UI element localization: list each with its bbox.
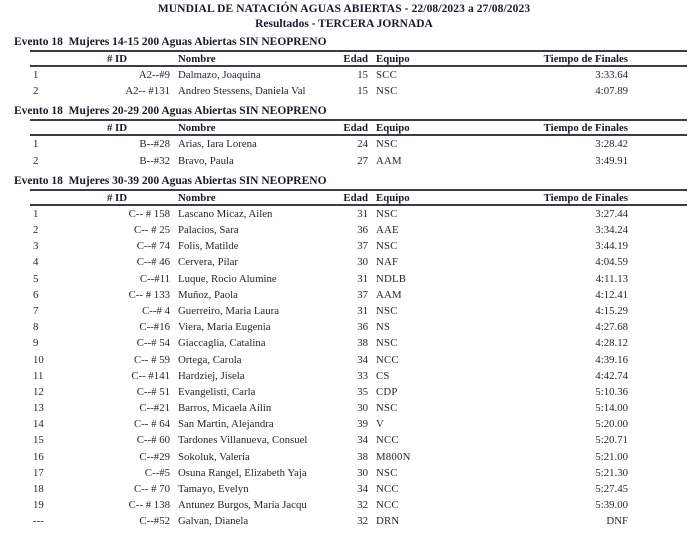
cell-age: 15 [357,69,368,82]
cell-age: 30 [357,256,368,269]
cell-team: NCC [376,483,399,496]
section-heading: Evento 18 Mujeres 14-15 200 Aguas Abiertas SIN NEOPRENO [14,36,327,48]
cell-age: 32 [357,499,368,512]
cell-name: Bravo, Paula [178,154,234,167]
cell-pos: 7 [33,304,39,317]
col-header-age: Edad [343,122,368,135]
table-row [30,449,687,465]
cell-time: 4:27.68 [595,321,628,334]
cell-id: C--#5 [144,466,170,479]
col-header-name: Nombre [178,53,216,65]
cell-id: C-- # 59 [134,353,170,366]
cell-id: C--#21 [139,402,170,415]
table-header-row [30,119,687,136]
cell-name: Dalmazo, Joaquina [178,69,261,82]
table-row [30,432,687,448]
cell-age: 32 [357,515,368,528]
cell-id: C--# 4 [142,304,170,317]
cell-pos: 18 [33,483,44,496]
cell-time: 3:49.91 [595,154,628,167]
cell-id: C-- # 158 [128,207,170,220]
table-header-row [30,189,687,206]
cell-id: C-- # 25 [134,224,170,237]
cell-team: NSC [376,207,398,220]
table-row [30,238,687,254]
table-row [30,222,687,238]
cell-age: 36 [357,224,368,237]
col-header-time: Tiempo de Finales [543,191,628,204]
cell-id: A2-- #131 [125,85,170,98]
cell-age: 27 [357,154,368,167]
cell-name: Andreo Stessens, Daniela Val [178,85,306,98]
table-row [30,303,687,319]
col-header-name: Nombre [178,122,216,135]
cell-name: Guerreiro, Maria Laura [178,304,280,317]
cell-id: C-- # 70 [134,483,170,496]
cell-age: 24 [357,138,368,151]
cell-time: DNF [606,515,628,528]
cell-name: Osuna Rangel, Elizabeth Yaja [178,466,307,479]
cell-time: 5:21.00 [595,450,628,463]
cell-time: 4:42.74 [595,369,628,382]
cell-pos: 17 [33,466,44,479]
cell-team: M800N [376,450,411,463]
cell-pos: 16 [33,450,44,463]
cell-age: 38 [357,450,368,463]
cell-time: 3:44.19 [595,240,628,253]
cell-name: Muñoz, Paola [178,288,238,301]
cell-age: 31 [357,272,368,285]
cell-pos: 2 [33,224,39,237]
table-row [30,481,687,497]
cell-team: NCC [376,499,399,512]
cell-time: 4:04.59 [595,256,628,269]
cell-name: Sokoluk, Valeria [178,450,250,463]
cell-time: 5:21.30 [595,466,628,479]
document-subtitle: Resultados - TERCERA JORNADA [255,18,433,30]
cell-id: C--#52 [139,515,170,528]
col-header-id: # ID [106,191,128,204]
cell-age: 30 [357,466,368,479]
cell-team: NSC [376,402,398,415]
cell-age: 37 [357,240,368,253]
table-row [30,400,687,416]
cell-team: V [376,418,384,431]
cell-pos: 6 [33,288,39,301]
cell-age: 31 [357,304,368,317]
cell-time: 3:27.44 [595,207,628,220]
cell-team: NSC [376,138,398,151]
table-row [30,335,687,351]
cell-name: Folis, Matilde [178,240,239,253]
cell-age: 36 [357,321,368,334]
event-section [0,175,688,530]
cell-name: Ortega, Carola [178,353,242,366]
cell-time: 5:20.00 [595,418,628,431]
section-heading: Evento 18 Mujeres 20-29 200 Aguas Abiertas SIN NEOPRENO [14,105,327,118]
table-row [30,368,687,384]
cell-team: NCC [376,434,399,447]
table-row [30,254,687,270]
cell-name: Tardones Villanueva, Consuel [178,434,308,447]
results-table [30,189,687,530]
cell-time: 4:28.12 [595,337,628,350]
cell-id: C--#11 [139,272,170,285]
table-row [30,206,687,222]
cell-time: 4:07.89 [595,85,628,98]
cell-name: Palacios, Sara [178,224,239,237]
cell-team: NS [376,321,391,334]
cell-age: 35 [357,385,368,398]
table-row [30,351,687,367]
cell-pos: 19 [33,499,44,512]
cell-name: Giaccaglia, Catalina [178,337,266,350]
cell-name: Cervera, Pilar [178,256,238,269]
results-table [30,50,687,99]
cell-team: AAE [376,224,399,237]
cell-age: 31 [357,207,368,220]
table-row [30,287,687,303]
cell-age: 33 [357,369,368,382]
event-section [0,36,688,99]
col-header-id: # ID [106,122,128,135]
cell-pos: 9 [33,337,39,350]
cell-pos: 10 [33,353,44,366]
table-row [30,384,687,400]
cell-id: C--# 74 [136,240,170,253]
cell-pos: 11 [33,369,44,382]
col-header-time: Tiempo de Finales [543,53,628,65]
table-row [30,416,687,432]
table-row [30,153,687,169]
cell-time: 4:39.16 [595,353,628,366]
cell-name: Arias, Iara Lorena [178,138,257,151]
col-header-team: Equipo [376,53,410,65]
event-section [0,105,688,168]
cell-pos: 8 [33,321,39,334]
cell-team: NDLB [376,272,407,285]
cell-pos: 5 [33,272,39,285]
cell-time: 3:28.42 [595,138,628,151]
cell-age: 34 [357,353,368,366]
cell-pos: 3 [33,240,39,253]
table-row [30,83,687,99]
cell-id: C-- # 138 [128,499,170,512]
cell-age: 37 [357,288,368,301]
cell-time: 5:10.36 [595,385,628,398]
cell-age: 34 [357,434,368,447]
cell-pos: 2 [33,154,39,167]
table-row [30,465,687,481]
cell-id: A2--#9 [138,69,170,82]
cell-team: CS [376,369,390,382]
cell-pos: 4 [33,256,39,269]
cell-name: Barros, Micaela Ailin [178,402,272,415]
cell-name: Galvan, Dianela [178,515,249,528]
cell-id: C--# 54 [136,337,170,350]
cell-time: 4:11.13 [595,272,628,285]
cell-pos: 1 [33,69,39,82]
cell-id: B--#28 [139,138,170,151]
cell-time: 5:27.45 [595,483,628,496]
document-title: MUNDIAL DE NATACIÓN AGUAS ABIERTAS - 22/08/2023 a 27/08/2023 [157,3,531,15]
results-table [30,119,687,168]
cell-name: Tamayo, Evelyn [178,483,249,496]
cell-name: Lascano Micaz, Ailen [178,207,273,220]
table-row [30,136,687,152]
cell-team: AAM [376,288,402,301]
table-row [30,67,687,83]
table-row [30,497,687,513]
cell-team: SCC [376,69,398,82]
table-header-row [30,50,687,67]
table-row [30,319,687,335]
cell-pos: 2 [33,85,39,98]
col-header-team: Equipo [376,191,410,204]
col-header-id: # ID [106,53,128,65]
cell-name: Evangelisti, Carla [178,385,256,398]
cell-team: NSC [376,85,398,98]
cell-id: C-- # 64 [134,418,170,431]
cell-id: C--# 51 [136,385,170,398]
cell-pos: 1 [33,207,39,220]
cell-age: 38 [357,337,368,350]
cell-team: DRN [376,515,400,528]
cell-age: 39 [357,418,368,431]
cell-team: CDP [376,385,398,398]
col-header-time: Tiempo de Finales [543,122,628,135]
cell-time: 5:39.00 [595,499,628,512]
cell-id: C--#29 [139,450,170,463]
cell-time: 3:34.24 [595,224,628,237]
cell-time: 5:14.00 [595,402,628,415]
cell-pos: 15 [33,434,44,447]
cell-name: Viera, Maria Eugenia [178,321,271,334]
cell-team: NCC [376,353,399,366]
cell-team: AAM [376,154,402,167]
cell-pos: --- [33,515,44,528]
cell-team: NSC [376,466,398,479]
section-heading: Evento 18 Mujeres 30-39 200 Aguas Abiertas SIN NEOPRENO [14,174,327,187]
cell-name: Luque, Rocio Alumine [178,272,277,285]
cell-name: Antunez Burgos, Maria Jacqu [178,499,307,512]
cell-team: NSC [376,304,398,317]
col-header-name: Nombre [178,191,216,204]
cell-team: NSC [376,240,398,253]
cell-team: NAF [376,256,399,269]
table-row [30,271,687,287]
cell-id: C-- #141 [131,369,170,382]
cell-id: C--# 60 [136,434,170,447]
cell-age: 15 [357,85,368,98]
cell-time: 5:20.71 [595,434,628,447]
cell-pos: 12 [33,385,44,398]
event-sections [0,36,688,530]
col-header-age: Edad [343,53,368,65]
cell-id: C-- # 133 [128,288,170,301]
cell-time: 4:12.41 [595,288,628,301]
cell-pos: 13 [33,402,44,415]
cell-pos: 14 [33,418,44,431]
cell-pos: 1 [33,138,39,151]
document-header [0,0,688,30]
cell-name: Hardziej, Jisela [178,369,245,382]
cell-age: 34 [357,483,368,496]
col-header-age: Edad [343,191,368,204]
cell-id: C--# 46 [136,256,170,269]
table-row [30,513,687,529]
cell-id: B--#32 [139,154,170,167]
cell-id: C--#16 [139,321,170,334]
col-header-team: Equipo [376,122,410,135]
cell-time: 4:15.29 [595,304,628,317]
cell-team: NSC [376,337,398,350]
cell-age: 30 [357,402,368,415]
cell-name: San Martin, Alejandra [178,418,274,431]
cell-time: 3:33.64 [595,69,628,82]
